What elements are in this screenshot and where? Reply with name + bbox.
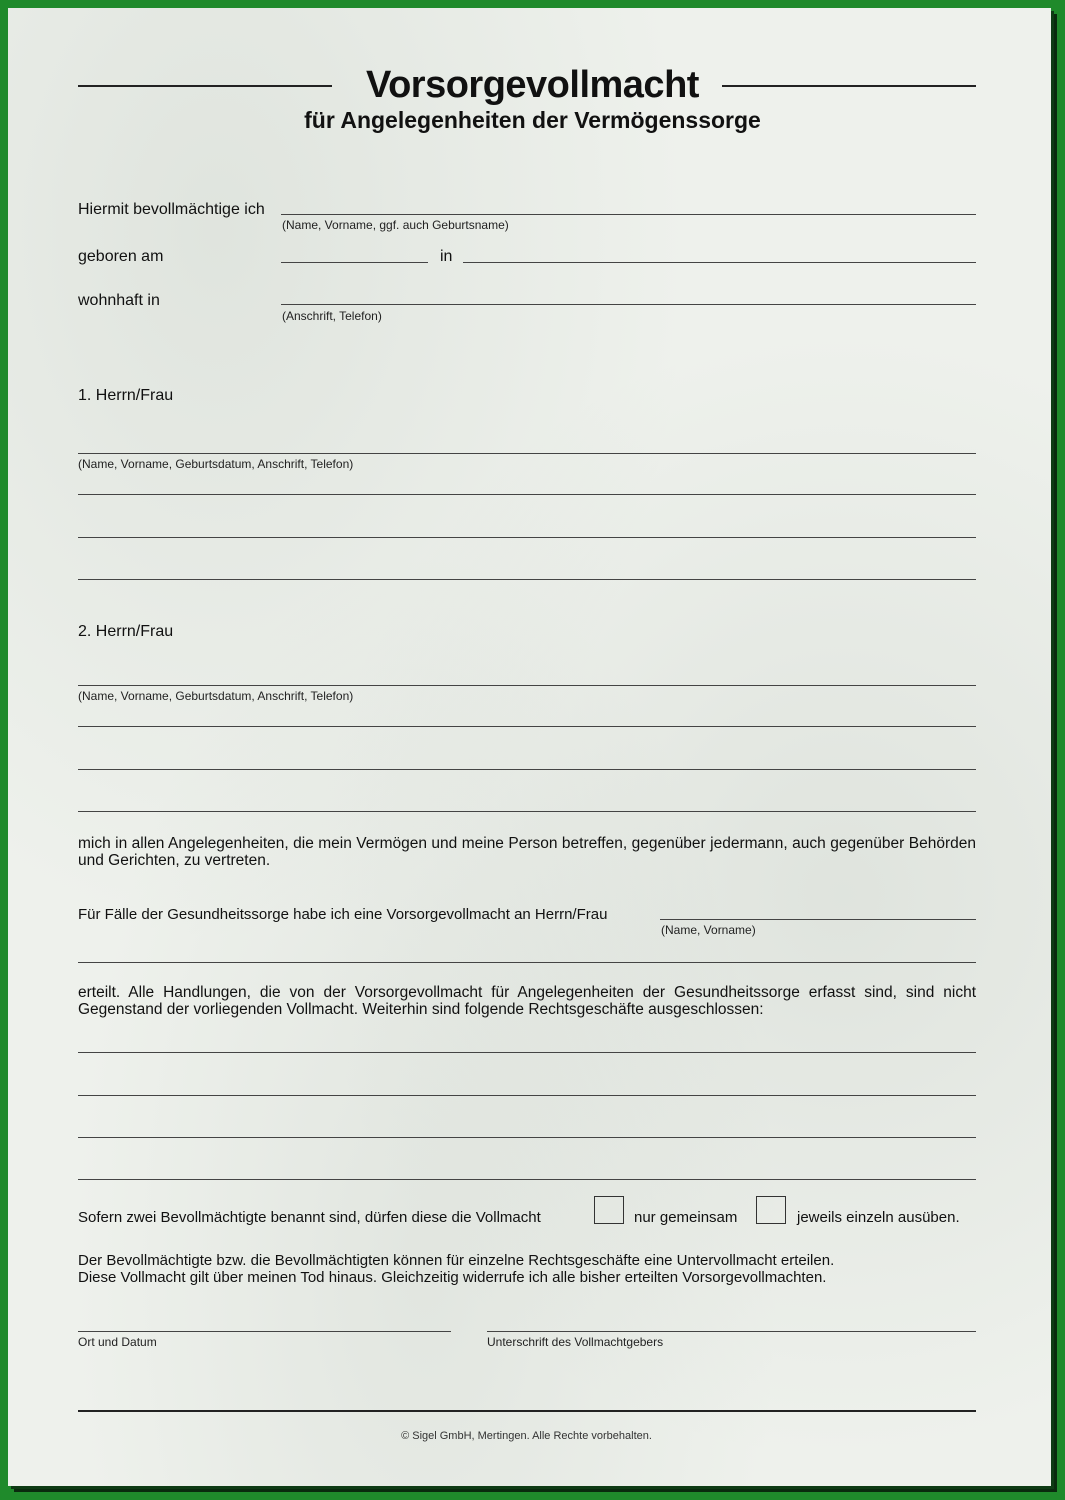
signature-label: Unterschrift des Vollmachtgebers — [487, 1335, 664, 1349]
agent2-line-4[interactable] — [78, 811, 976, 812]
agent2-line-1[interactable] — [78, 685, 976, 686]
exclusion-line-1[interactable] — [78, 1052, 976, 1053]
individual-option-label: jeweils einzeln ausüben. — [797, 1209, 960, 1226]
joint-prefix: Sofern zwei Bevollmächtigte benannt sind, dürfen diese die Vollmacht — [78, 1209, 541, 1226]
joint-checkbox[interactable] — [594, 1196, 624, 1224]
place-date-label: Ort und Datum — [78, 1335, 157, 1349]
document-subtitle: für Angelegenheiten der Vermögenssorge — [304, 107, 761, 133]
copyright-text: © Sigel GmbH, Mertingen. Alle Rechte vorbehalten. — [401, 1430, 652, 1442]
footer-rule — [78, 1410, 976, 1412]
agent2-hint: (Name, Vorname, Geburtsdatum, Anschrift, Telefon) — [78, 689, 354, 703]
birthdate-line[interactable] — [281, 262, 428, 263]
exclusion-line-4[interactable] — [78, 1179, 976, 1180]
born-label: geboren am — [78, 248, 164, 265]
agent2-label: 2. Herrn/Frau — [78, 623, 174, 640]
address-line[interactable] — [281, 304, 976, 305]
agent1-hint: (Name, Vorname, Geburtsdatum, Anschrift, Telefon) — [78, 457, 354, 471]
health-agent-hint: (Name, Vorname) — [661, 923, 756, 937]
agent2-line-3[interactable] — [78, 769, 976, 770]
resident-label: wohnhaft in — [78, 292, 160, 309]
sub-authority-text: Der Bevollmächtigte bzw. die Bevollmächtigten können für einzelne Rechtsgeschäfte eine Untervollmacht erteilen. — [78, 1252, 835, 1269]
agent2-line-2[interactable] — [78, 726, 976, 727]
agent1-line-1[interactable] — [78, 453, 976, 454]
validity-text: Diese Vollmacht gilt über meinen Tod hinaus. Gleichzeitig widerrufe ich alle bisher erteilten Vorsorgevollmachten. — [78, 1269, 827, 1286]
birthplace-in-label: in — [440, 248, 453, 265]
health-text: Für Fälle der Gesundheitssorge habe ich eine Vorsorgevollmacht an Herrn/Frau — [78, 906, 608, 923]
health-agent-line[interactable] — [660, 919, 976, 920]
joint-option-label: nur gemeinsam — [634, 1209, 738, 1226]
exclusion-line-2[interactable] — [78, 1095, 976, 1096]
exclusions-paragraph: erteilt. Alle Handlungen, die von der Vorsorgevollmacht für Angelegenheiten der Gesundheitssorge erfasst sind, sind nicht Gegenstand der vorliegenden Vollmacht. Weiterhin sind folgende Rechtsgeschäfte ausgeschlossen: — [78, 984, 976, 1018]
principal-name-hint: (Name, Vorname, ggf. auch Geburtsname) — [282, 218, 509, 232]
signature-line[interactable] — [487, 1331, 976, 1332]
agent1-label: 1. Herrn/Frau — [78, 387, 174, 404]
agent1-line-4[interactable] — [78, 579, 976, 580]
document-title: Vorsorgevollmacht — [366, 64, 699, 106]
place-date-line[interactable] — [78, 1331, 451, 1332]
health-extra-line[interactable] — [78, 962, 976, 963]
individual-checkbox[interactable] — [756, 1196, 786, 1224]
exclusion-line-3[interactable] — [78, 1137, 976, 1138]
scope-paragraph: mich in allen Angelegenheiten, die mein Vermögen und meine Person betreffen, gegenüber jedermann, auch gegenüber Behörden und Gerichten, zu vertreten. — [78, 835, 976, 869]
address-hint: (Anschrift, Telefon) — [282, 309, 382, 323]
agent1-line-3[interactable] — [78, 537, 976, 538]
agent1-line-2[interactable] — [78, 494, 976, 495]
authorize-label: Hiermit bevollmächtige ich — [78, 201, 265, 218]
birthplace-line[interactable] — [463, 262, 976, 263]
principal-name-line[interactable] — [281, 214, 976, 215]
